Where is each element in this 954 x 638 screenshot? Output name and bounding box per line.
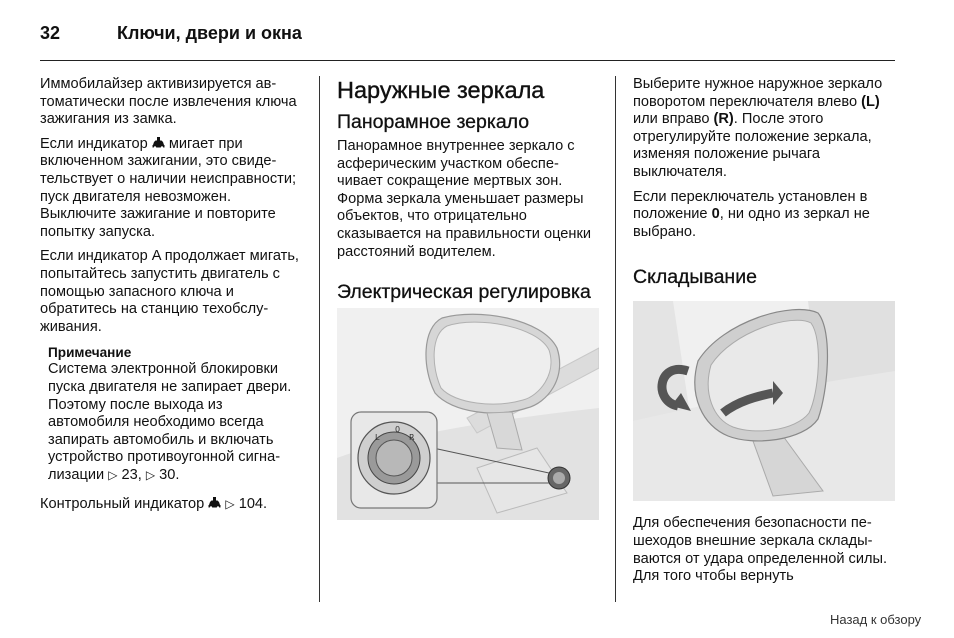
car-key-icon xyxy=(152,137,165,149)
car-key-icon xyxy=(208,497,221,509)
reference-link[interactable]: 23, xyxy=(121,466,142,483)
page-number: 32 xyxy=(40,23,61,43)
section-title: Наружные зеркала xyxy=(337,77,545,103)
note-block xyxy=(40,345,302,484)
svg-text:L: L xyxy=(375,433,380,443)
paragraph-select-mirror: Выберите нужное наружное зеркало поворотом переключателя влево (L) или вправо (R). После этого отрегулируйте положение зеркала, изменяя положение рычага выключателя. xyxy=(633,76,883,180)
svg-text:0: 0 xyxy=(395,425,401,435)
heading-folding: Складывание xyxy=(633,266,757,289)
column-divider-2 xyxy=(615,76,616,602)
note-text: Система электронной блокировки пуска двигателя не запирает двери. Поэтому после выхода из автомобиля необходимо всегда запирать автомобиль и включать устройство противоугонной сигнализации ▷ 23, ▷ 30. xyxy=(48,361,292,483)
heading-panoramic-mirror: Панорамное зеркало xyxy=(337,111,530,133)
paragraph-indicator-blinking: Если индикатор мигает при включенном зажигании, это свидетельствует о наличии неисправности; пуск двигателя невозможен. Выключите зажигание и повторите попытку запуска. xyxy=(40,135,297,240)
paragraph-zero-position: Если переключатель установлен в положение 0, ни одно из зеркал не выбрано. xyxy=(633,188,870,240)
page-header xyxy=(40,20,895,61)
switch-zero-label: 0 xyxy=(711,206,720,223)
chapter-title: Ключи, двери и окна xyxy=(117,23,302,43)
paragraph-immobilizer: Иммобилайзер активизируется автоматически после извлечения ключа зажигания из замка. xyxy=(40,76,297,128)
mirror-switch-illustration xyxy=(337,308,599,520)
column-right xyxy=(633,76,898,593)
reference-arrow-icon: ▷ xyxy=(108,467,118,482)
heading-electric-adjustment: Электрическая регулировка xyxy=(337,281,591,304)
reference-arrow-icon: ▷ xyxy=(225,497,235,512)
reference-link[interactable]: 30. xyxy=(159,466,180,483)
paragraph-control-indicator: Контрольный индикатор ▷ 104. xyxy=(40,496,268,513)
paragraph-panoramic: Панорамное внутреннее зеркало с асферическим участком обеспечивает сокращение мертвых зон. Форма зеркала уменьшает размеры объектов, что отрицательно сказывается на правильности оценки расстояний водителем. xyxy=(337,138,592,260)
paragraph-folding: Для обеспечения безопасности пешеходов внешние зеркала складываются от удара определенной силы. Для того чтобы вернуть xyxy=(633,515,888,585)
folding-mirror-illustration xyxy=(633,301,895,501)
switch-left-label: (L) xyxy=(861,93,880,110)
column-left xyxy=(40,76,302,521)
switch-right-label: (R) xyxy=(713,111,734,128)
paragraph-spare-key: Если индикатор A продолжает мигать, попытайтесь запустить двигатель с помощью запасного ключа и обратитесь на станцию техобслуживания. xyxy=(40,248,299,335)
svg-text:R: R xyxy=(409,433,415,443)
reference-arrow-icon: ▷ xyxy=(145,467,156,482)
reference-link[interactable]: 104. xyxy=(238,496,268,513)
back-to-overview-link[interactable]: Назад к обзору xyxy=(830,612,922,627)
column-middle xyxy=(337,76,599,520)
note-title: Примечание xyxy=(48,345,132,361)
column-divider-1 xyxy=(319,76,320,602)
